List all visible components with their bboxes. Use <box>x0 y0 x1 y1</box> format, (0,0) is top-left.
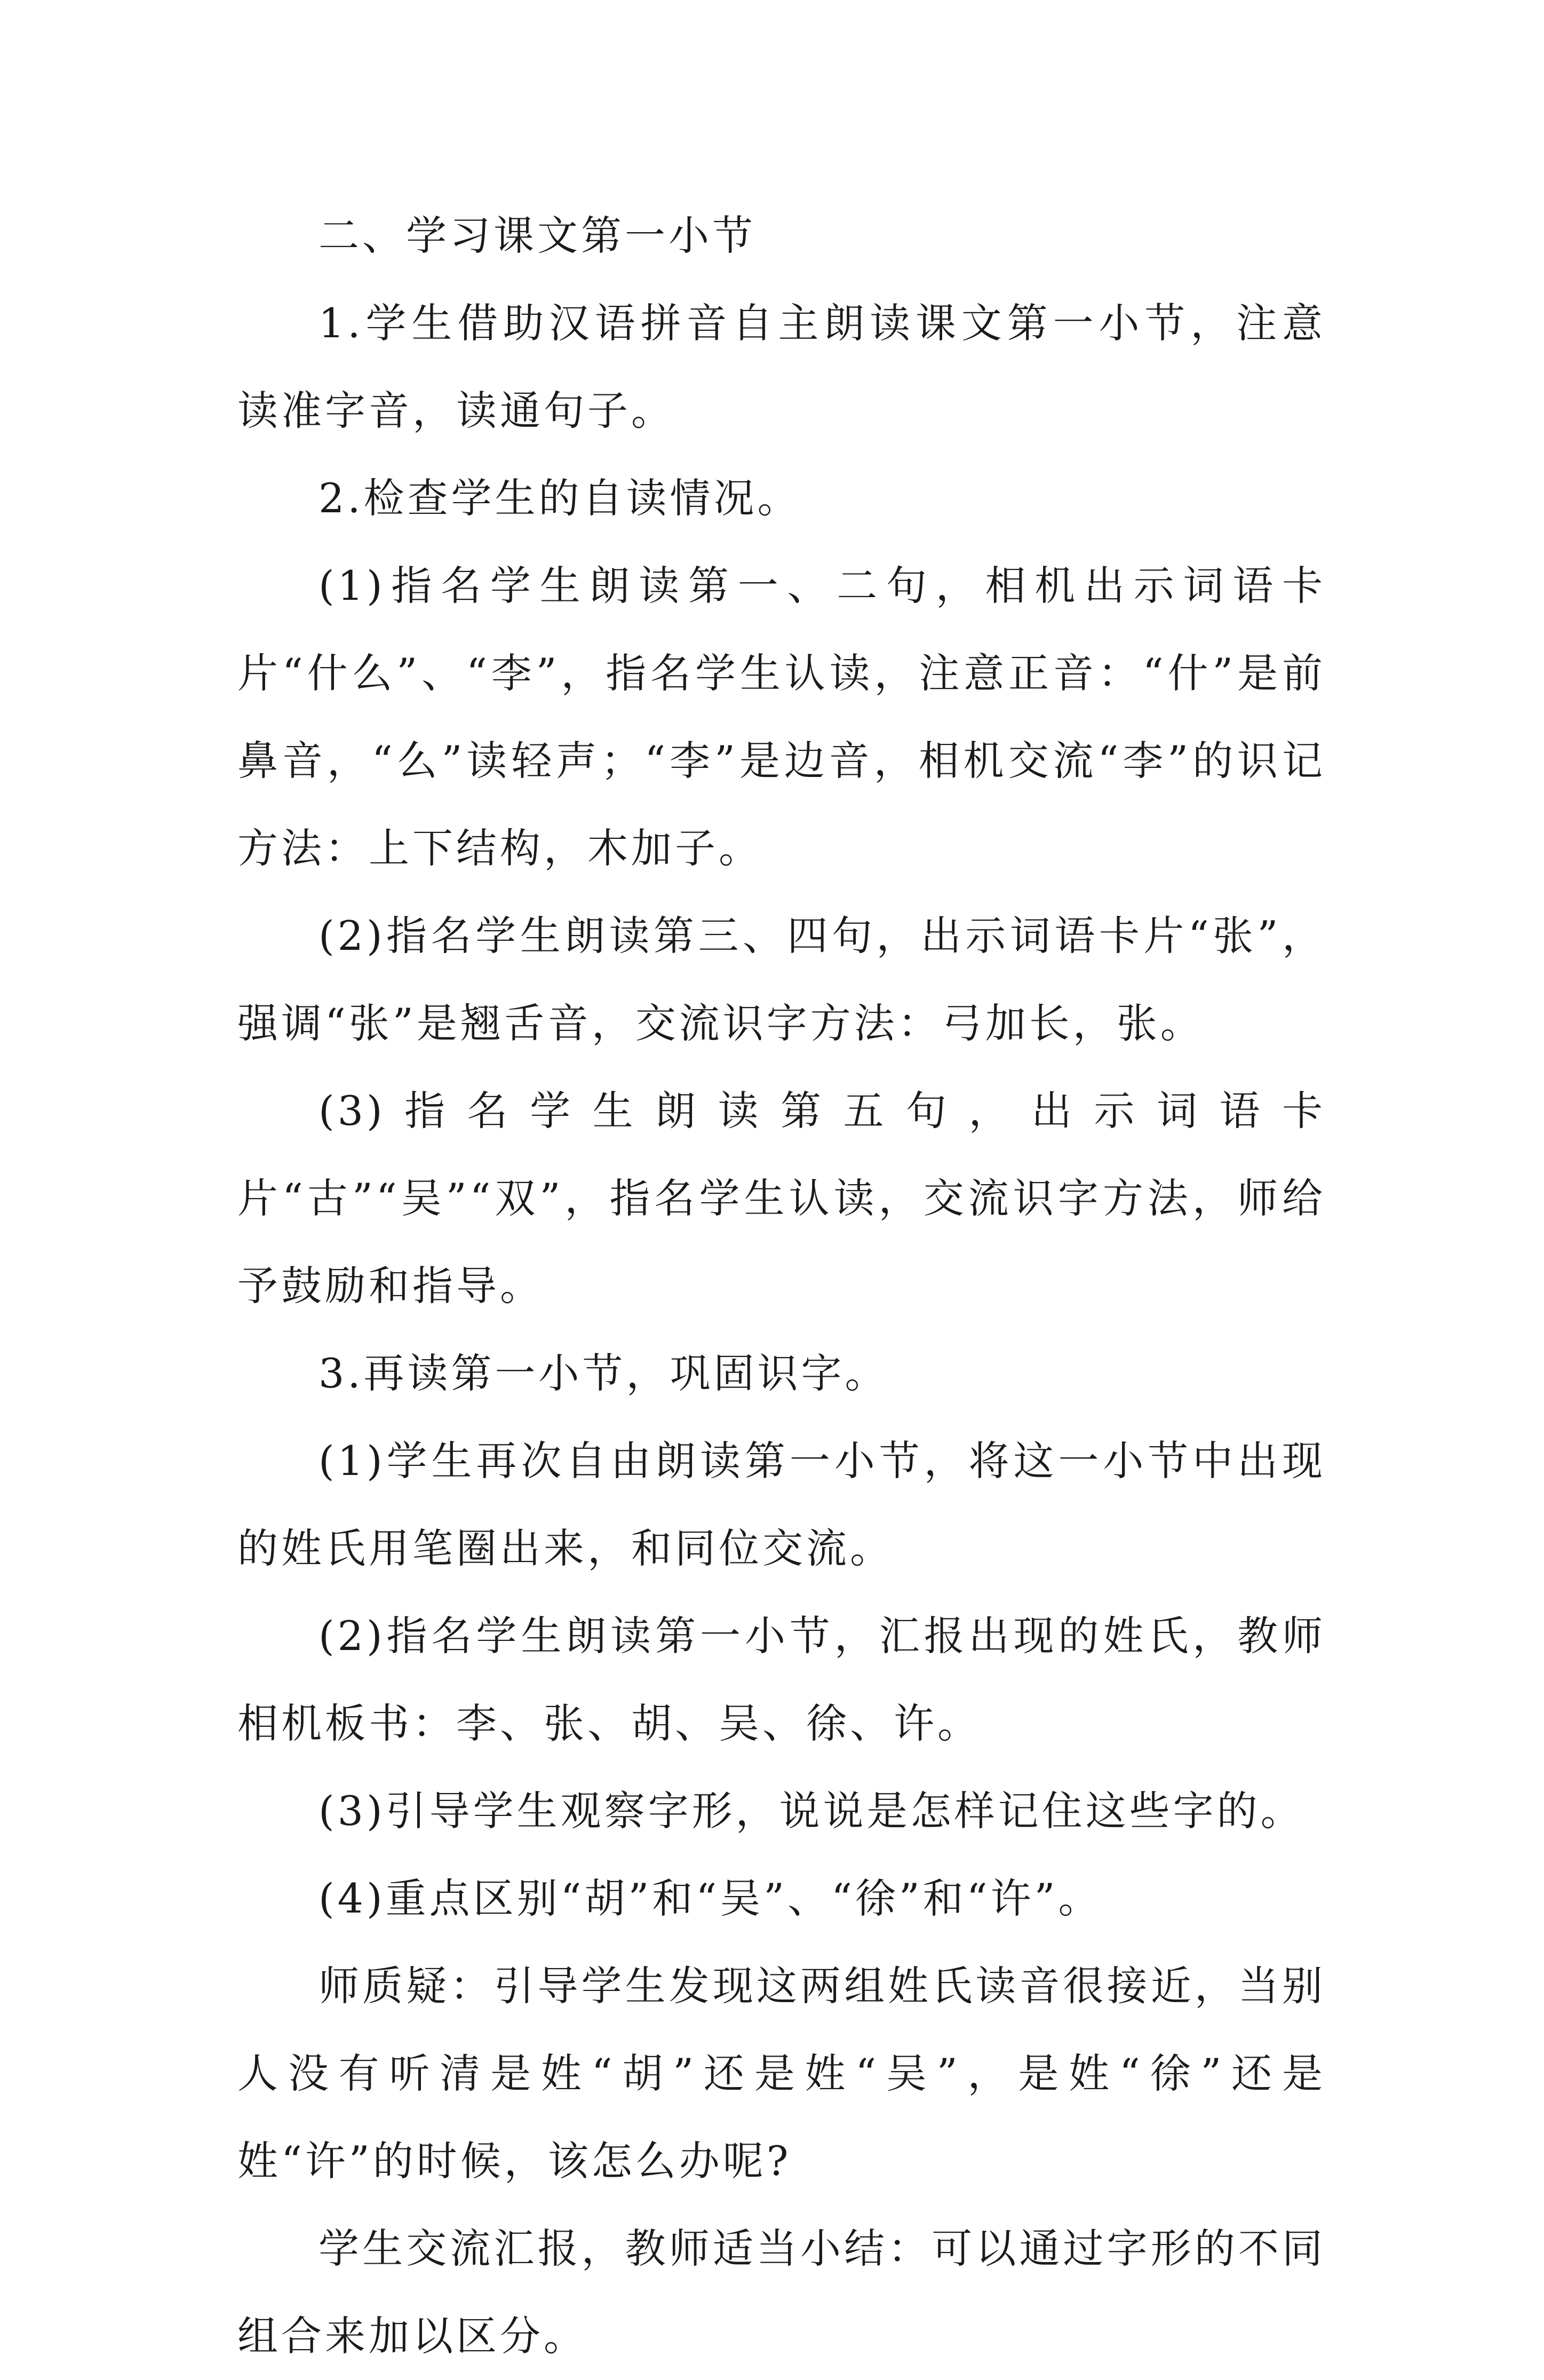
paragraph-teacher-question: 师质疑：引导学生发现这两组姓氏读音很接近，当别人没有听清是姓“胡”还是姓“吴”，是姓“徐”还是姓“许”的时候，该怎么办呢? <box>237 1962 1326 2185</box>
paragraph-step-2-item-2: (2)指名学生朗读第三、四句，出示词语卡片“张”，强调“张”是翘舌音，交流识字方法：弓加长，张。 <box>237 912 1326 1047</box>
section-heading: 二、学习课文第一小节 <box>319 212 756 259</box>
paragraph-student-summary: 学生交流汇报，教师适当小结：可以通过字形的不同组合来加以区分。 <box>237 2225 1326 2360</box>
paragraph-step-2-item-1: (1)指名学生朗读第一、二句，相机出示词语卡片“什么”、“李”，指名学生认读，注意正音：“什”是前鼻音，“么”读轻声；“李”是边音，相机交流“李”的识记方法：上下结构，木加子。 <box>237 562 1326 872</box>
paragraph-step-3-item-3: (3)引导学生观察字形，说说是怎样记住这些字的。 <box>319 1787 1304 1835</box>
paragraph-step-1: 1.学生借助汉语拼音自主朗读课文第一小节，注意读准字音，读通句子。 <box>237 299 1326 434</box>
paragraph-step-2: 2.检查学生的自读情况。 <box>319 474 801 522</box>
paragraph-step-3-item-1: (1)学生再次自由朗读第一小节，将这一小节中出现的姓氏用笔圈出来，和同位交流。 <box>237 1437 1326 1572</box>
paragraph-step-3: 3.再读第一小节，巩固识字。 <box>319 1350 889 1397</box>
paragraph-step-3-item-4: (4)重点区别“胡”和“吴”、“徐”和“许”。 <box>319 1875 1102 1922</box>
paragraph-step-2-item-3: (3)指名学生朗读第五句，出示词语卡片“古”“吴”“双”，指名学生认读，交流识字方法，师给予鼓励和指导。 <box>237 1087 1326 1310</box>
document-body <box>237 192 1326 2380</box>
paragraph-step-3-item-2: (2)指名学生朗读第一小节，汇报出现的姓氏，教师相机板书：李、张、胡、吴、徐、许。 <box>237 1612 1326 1747</box>
